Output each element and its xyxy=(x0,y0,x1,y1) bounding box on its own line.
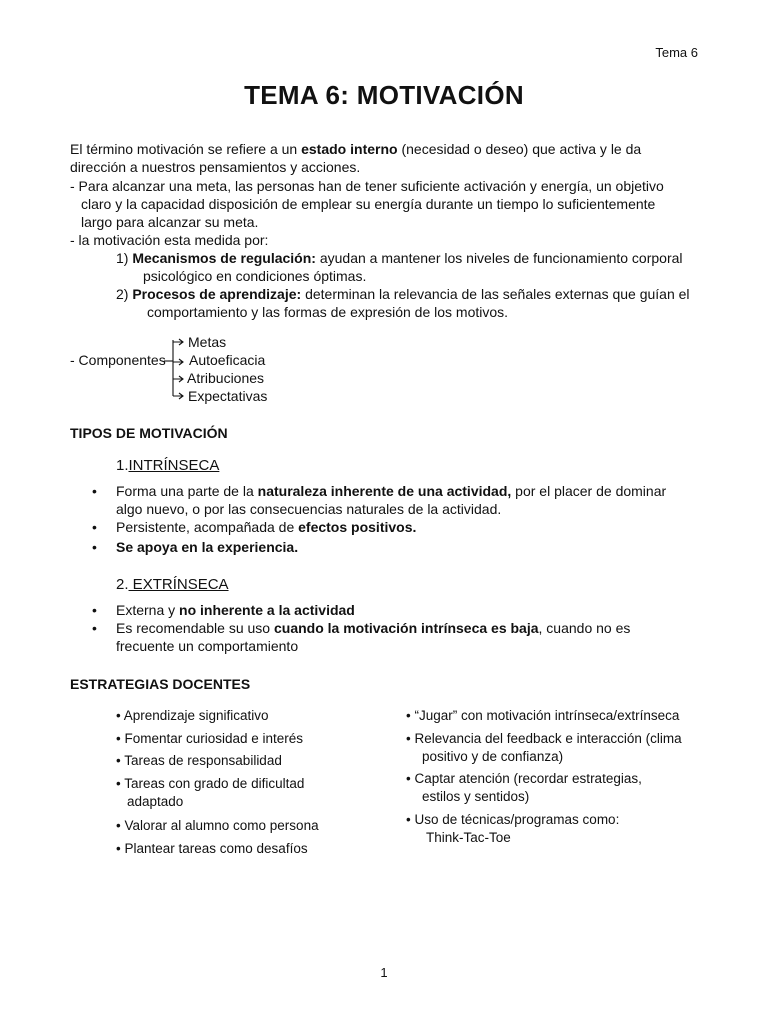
bullet-bold: no inherente a la actividad xyxy=(179,602,355,618)
bullet-text: Forma una parte de la xyxy=(116,483,258,499)
estrategia-right-3: • Captar atención (recordar estrategias, xyxy=(406,771,642,786)
componentes-label: - Componentes xyxy=(70,352,166,368)
intrinseca-bullet-1 xyxy=(116,482,666,500)
intrinseca-bullet-2 xyxy=(116,518,416,536)
componente-autoeficacia: Autoeficacia xyxy=(189,352,266,368)
intro-line-1 xyxy=(70,140,641,158)
heading-number: 2. xyxy=(116,576,129,593)
bullet-bold: cuando la motivación intrínseca es baja xyxy=(273,620,539,636)
extrinseca-bullet-1 xyxy=(116,601,355,619)
item-bold: Procesos de aprendizaje: xyxy=(132,286,302,302)
item-bold: Mecanismos de regulación: xyxy=(132,250,316,266)
extrinseca-bullet-2-line-2: frecuente un comportamiento xyxy=(116,638,299,654)
bullet-text: Persistente, acompañada de xyxy=(116,519,299,535)
intro-line-2: dirección a nuestros pensamientos y acciones. xyxy=(70,159,361,175)
regulation-item xyxy=(116,249,683,267)
item-text: ayudan a mantener los niveles de funcionamiento corporal xyxy=(315,250,683,266)
extrinseca-heading xyxy=(116,576,229,594)
learning-item-line-2: comportamiento y las formas de expresión de los motivos. xyxy=(147,304,509,320)
bullet-icon: • xyxy=(92,620,97,636)
intro-text: El término motivación se refiere a un xyxy=(70,141,302,157)
page-title: TEMA 6: MOTIVACIÓN xyxy=(244,80,524,110)
bullet-bold: naturaleza inherente de una actividad, xyxy=(257,483,512,499)
componente-metas: Metas xyxy=(188,334,227,350)
intrinseca-bullet-3: Se apoya en la experiencia. xyxy=(116,539,299,555)
estrategia-left-4: • Tareas con grado de dificultad xyxy=(116,776,305,791)
bullet-text: Es recomendable su uso xyxy=(116,620,274,636)
item-number: 2) xyxy=(116,286,133,302)
estrategia-left-6: • Plantear tareas como desafíos xyxy=(116,841,308,856)
estrategia-right-3-line-2: estilos y sentidos) xyxy=(422,789,530,804)
regulation-item-line-2: psicológico en condiciones óptimas. xyxy=(143,268,367,284)
heading-label: EXTRÍNSECA xyxy=(128,576,229,593)
item-text: determinan la relevancia de las señales externas que guían el xyxy=(301,286,690,302)
estrategia-right-4-line-2: Think-Tac-Toe xyxy=(426,830,511,845)
intro-bold: estado interno xyxy=(301,141,398,157)
estrategia-right-4: • Uso de técnicas/programas como: xyxy=(406,812,620,827)
intro-line-6: - la motivación esta medida por: xyxy=(70,232,269,248)
estrategia-left-4-line-2: adaptado xyxy=(127,794,184,809)
tipos-heading: TIPOS DE MOTIVACIÓN xyxy=(70,425,228,441)
bullet-icon: • xyxy=(92,519,97,535)
estrategias-heading: ESTRATEGIAS DOCENTES xyxy=(70,676,251,692)
bullet-icon: • xyxy=(92,602,97,618)
estrategia-left-5: • Valorar al alumno como persona xyxy=(116,818,319,833)
bullet-text: por el placer de dominar xyxy=(511,483,667,499)
intro-line-4: claro y la capacidad disposición de emplear su energía durante un tiempo lo suficientemente xyxy=(81,196,656,212)
estrategia-right-2: • Relevancia del feedback e interacción (clima xyxy=(406,731,682,746)
bullet-bold: efectos positivos. xyxy=(298,519,417,535)
componente-atribuciones: Atribuciones xyxy=(187,370,265,386)
heading-label: INTRÍNSECA xyxy=(128,457,220,474)
item-number: 1) xyxy=(116,250,133,266)
intrinseca-heading xyxy=(116,457,219,475)
heading-number: 1. xyxy=(116,457,129,474)
intro-text: (necesidad o deseo) que activa y le da xyxy=(397,141,642,157)
bracket-arrows-icon xyxy=(160,334,190,408)
bullet-text: , cuando no es xyxy=(538,620,631,636)
intro-line-5: largo para alcanzar su meta. xyxy=(81,214,259,230)
bullet-icon: • xyxy=(92,483,97,499)
intrinseca-bullet-1-line-2: algo nuevo, o por las consecuencias naturales de la actividad. xyxy=(116,501,502,517)
learning-item xyxy=(116,285,690,303)
estrategia-right-1: • “Jugar” con motivación intrínseca/extrínseca xyxy=(406,708,680,723)
estrategia-right-2-line-2: positivo y de confianza) xyxy=(422,749,564,764)
estrategia-left-2: • Fomentar curiosidad e interés xyxy=(116,731,304,746)
estrategia-left-1: • Aprendizaje significativo xyxy=(116,708,269,723)
estrategia-left-3: • Tareas de responsabilidad xyxy=(116,753,282,768)
intro-line-3: - Para alcanzar una meta, las personas han de tener suficiente activación y energía, un objetivo xyxy=(70,178,664,194)
bullet-text: Externa y xyxy=(116,602,180,618)
page-number: 1 xyxy=(380,965,388,980)
extrinseca-bullet-2 xyxy=(116,619,630,637)
header-label: Tema 6 xyxy=(655,45,698,60)
componente-expectativas: Expectativas xyxy=(188,388,268,404)
bullet-icon: • xyxy=(92,539,97,555)
